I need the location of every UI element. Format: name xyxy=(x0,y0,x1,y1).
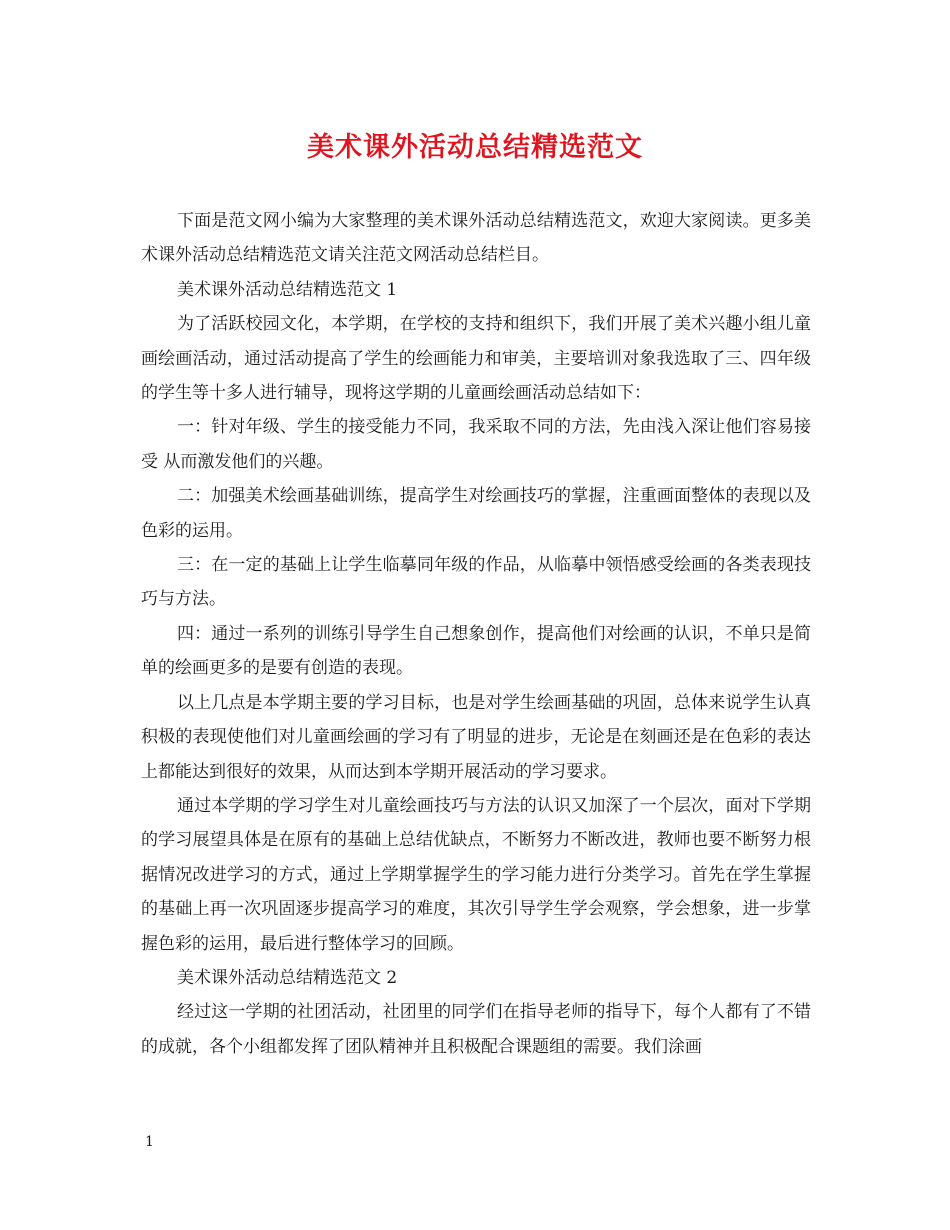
body-paragraph: 二：加强美术绘画基础训练，提高学生对绘画技巧的掌握，注重画面整体的表现以及色彩的运用。 xyxy=(141,486,811,541)
body-paragraph: 通过本学期的学习学生对儿童绘画技巧与方法的认识又加深了一个层次，面对下学期的学习展望具体是在原有的基础上总结优缺点，不断努力不断改进，教师也要不断努力根据情况改进学习的方式，通过上学期掌握学生的学习能力进行分类学习。首先在学生掌握的基础上再一次巩固逐步提高学习的难度，其次引导学生学会观察，学会想象，进一步掌握色彩的运用，最后进行整体学习的回顾。 xyxy=(141,795,811,954)
page-number: 1 xyxy=(145,1134,154,1150)
document-title: 美术课外活动总结精选范文 xyxy=(307,132,643,163)
body-paragraph: 为了活跃校园文化，本学期，在学校的支持和组织下，我们开展了美术兴趣小组儿童画绘画活动，通过活动提高了学生的绘画能力和审美，主要培训对象我选取了三、四年级的学生等十多人进行辅导，现将这学期的儿童画绘画活动总结如下： xyxy=(141,314,811,404)
document-body xyxy=(141,204,811,1064)
section-heading-2: 美术课外活动总结精选范文 2 xyxy=(177,967,398,988)
body-paragraph: 以上几点是本学期主要的学习目标，也是对学生绘画基础的巩固，总体来说学生认真积极的表现使他们对儿童画绘画的学习有了明显的进步，无论是在刻画还是在色彩的表达上都能达到很好的效果，从而达到本学期开展活动的学习要求。 xyxy=(141,692,811,782)
body-paragraph: 四：通过一系列的训练引导学生自己想象创作，提高他们对绘画的认识，不单只是简单的绘画更多的是要有创造的表现。 xyxy=(141,623,811,679)
intro-paragraph: 下面是范文网小编为大家整理的美术课外活动总结精选范文，欢迎大家阅读。更多美术课外活动总结精选范文请关注范文网活动总结栏目。 xyxy=(141,211,811,266)
section-heading-1: 美术课外活动总结精选范文 1 xyxy=(177,279,398,300)
body-paragraph: 三：在一定的基础上让学生临摹同年级的作品，从临摹中领悟感受绘画的各类表现技巧与方法。 xyxy=(141,555,811,610)
body-paragraph: 一：针对年级、学生的接受能力不同，我采取不同的方法，先由浅入深让他们容易接受 从而激发他们的兴趣。 xyxy=(141,417,811,472)
body-paragraph: 经过这一学期的社团活动，社团里的同学们在指导老师的指导下，每个人都有了不错的成就，各个小组都发挥了团队精神并且积极配合课题组的需要。我们涂画 xyxy=(141,1002,811,1057)
